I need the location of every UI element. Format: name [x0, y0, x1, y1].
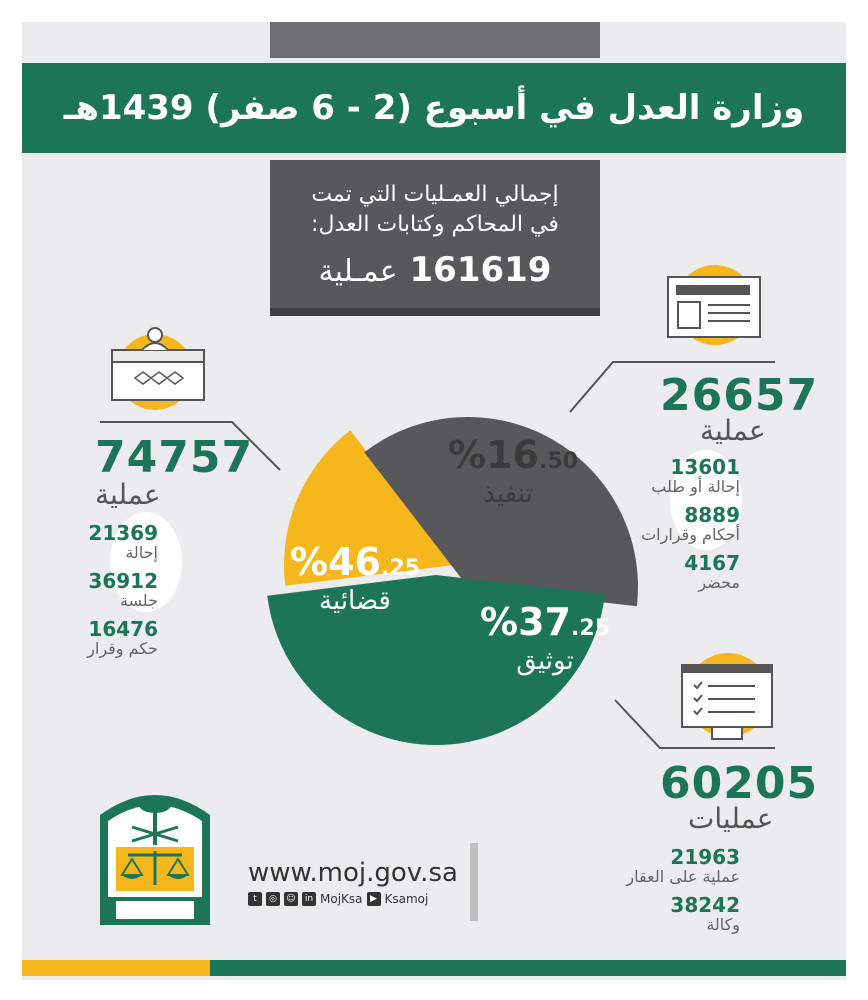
right-bottom-sub-list [600, 846, 740, 942]
right-bottom-item-num: 21963 [670, 845, 740, 869]
social-handle-2[interactable]: Ksamoj [384, 892, 429, 906]
right-top-unit: عملية [700, 414, 766, 447]
left-item-label: جلسة [119, 591, 158, 610]
youtube-icon[interactable]: ▶ [367, 892, 381, 906]
right-top-item-label: محضر [698, 573, 740, 592]
ministry-logo [96, 785, 214, 925]
slice-pct-tawtheeq: %37.25 [480, 600, 610, 644]
courtroom-icon [112, 328, 204, 410]
right-top-item-num: 4167 [684, 551, 740, 575]
bottom-green-bar [210, 960, 846, 976]
page-title: وزارة العدل في أسبوع (2 - 6 صفر) 1439هـ [63, 88, 805, 128]
left-item-num: 16476 [88, 617, 158, 641]
slice-label-tawtheeq [480, 600, 610, 676]
left-total: 74757 [95, 432, 254, 483]
right-top-item-label: إحالة أو طلب [651, 477, 740, 496]
snapchat-icon[interactable]: ☺ [284, 892, 298, 906]
footer-divider [470, 843, 478, 921]
right-top-sub-list [620, 456, 740, 600]
total-unit: عمـلية [318, 254, 398, 289]
right-top-item-label: أحكام وقرارات [641, 525, 740, 544]
twitter-icon[interactable]: t [248, 892, 262, 906]
monitor-icon [682, 653, 772, 739]
linkedin-icon[interactable]: in [302, 892, 316, 906]
social-links [248, 892, 428, 906]
right-top-item-num: 8889 [684, 503, 740, 527]
website-url[interactable]: www.moj.gov.sa [248, 858, 458, 888]
total-value: 161619 [409, 250, 552, 290]
slice-name-tanfeeth: تنفيذ [483, 479, 533, 509]
left-item-label: حكم وقرار [87, 639, 158, 658]
right-bottom-total: 60205 [660, 758, 819, 809]
slice-name-tawtheeq: توثيق [516, 646, 574, 676]
instagram-icon[interactable]: ◎ [266, 892, 280, 906]
bottom-yellow-bar [22, 960, 210, 976]
left-unit: عملية [95, 478, 161, 511]
slice-pct-tanfeeth: %16.50 [448, 433, 578, 477]
left-sub-list [20, 522, 158, 666]
right-bottom-unit: عمليات [688, 802, 774, 835]
right-bottom-item-num: 38242 [670, 893, 740, 917]
slice-label-qadaia [285, 540, 425, 616]
right-bottom-item-label: عملية على العقار [626, 867, 740, 886]
slice-pct-qadaia: %46.25 [290, 540, 420, 584]
slice-name-qadaia: قضائية [319, 586, 391, 616]
right-top-item-num: 13601 [670, 455, 740, 479]
right-top-total: 26657 [660, 370, 819, 421]
total-line-2: في المحاكم وكتابات العدل: [311, 212, 559, 237]
left-item-num: 21369 [88, 521, 158, 545]
newspaper-icon [668, 265, 760, 345]
left-item-label: إحالة [125, 543, 158, 562]
total-line-1: إجمالي العمـليات التي تمت [311, 182, 559, 207]
slice-label-tanfeeth [448, 433, 578, 509]
right-bottom-item-label: وكالة [706, 915, 740, 934]
social-handle-1[interactable]: MojKsa [320, 892, 363, 906]
left-item-num: 36912 [88, 569, 158, 593]
